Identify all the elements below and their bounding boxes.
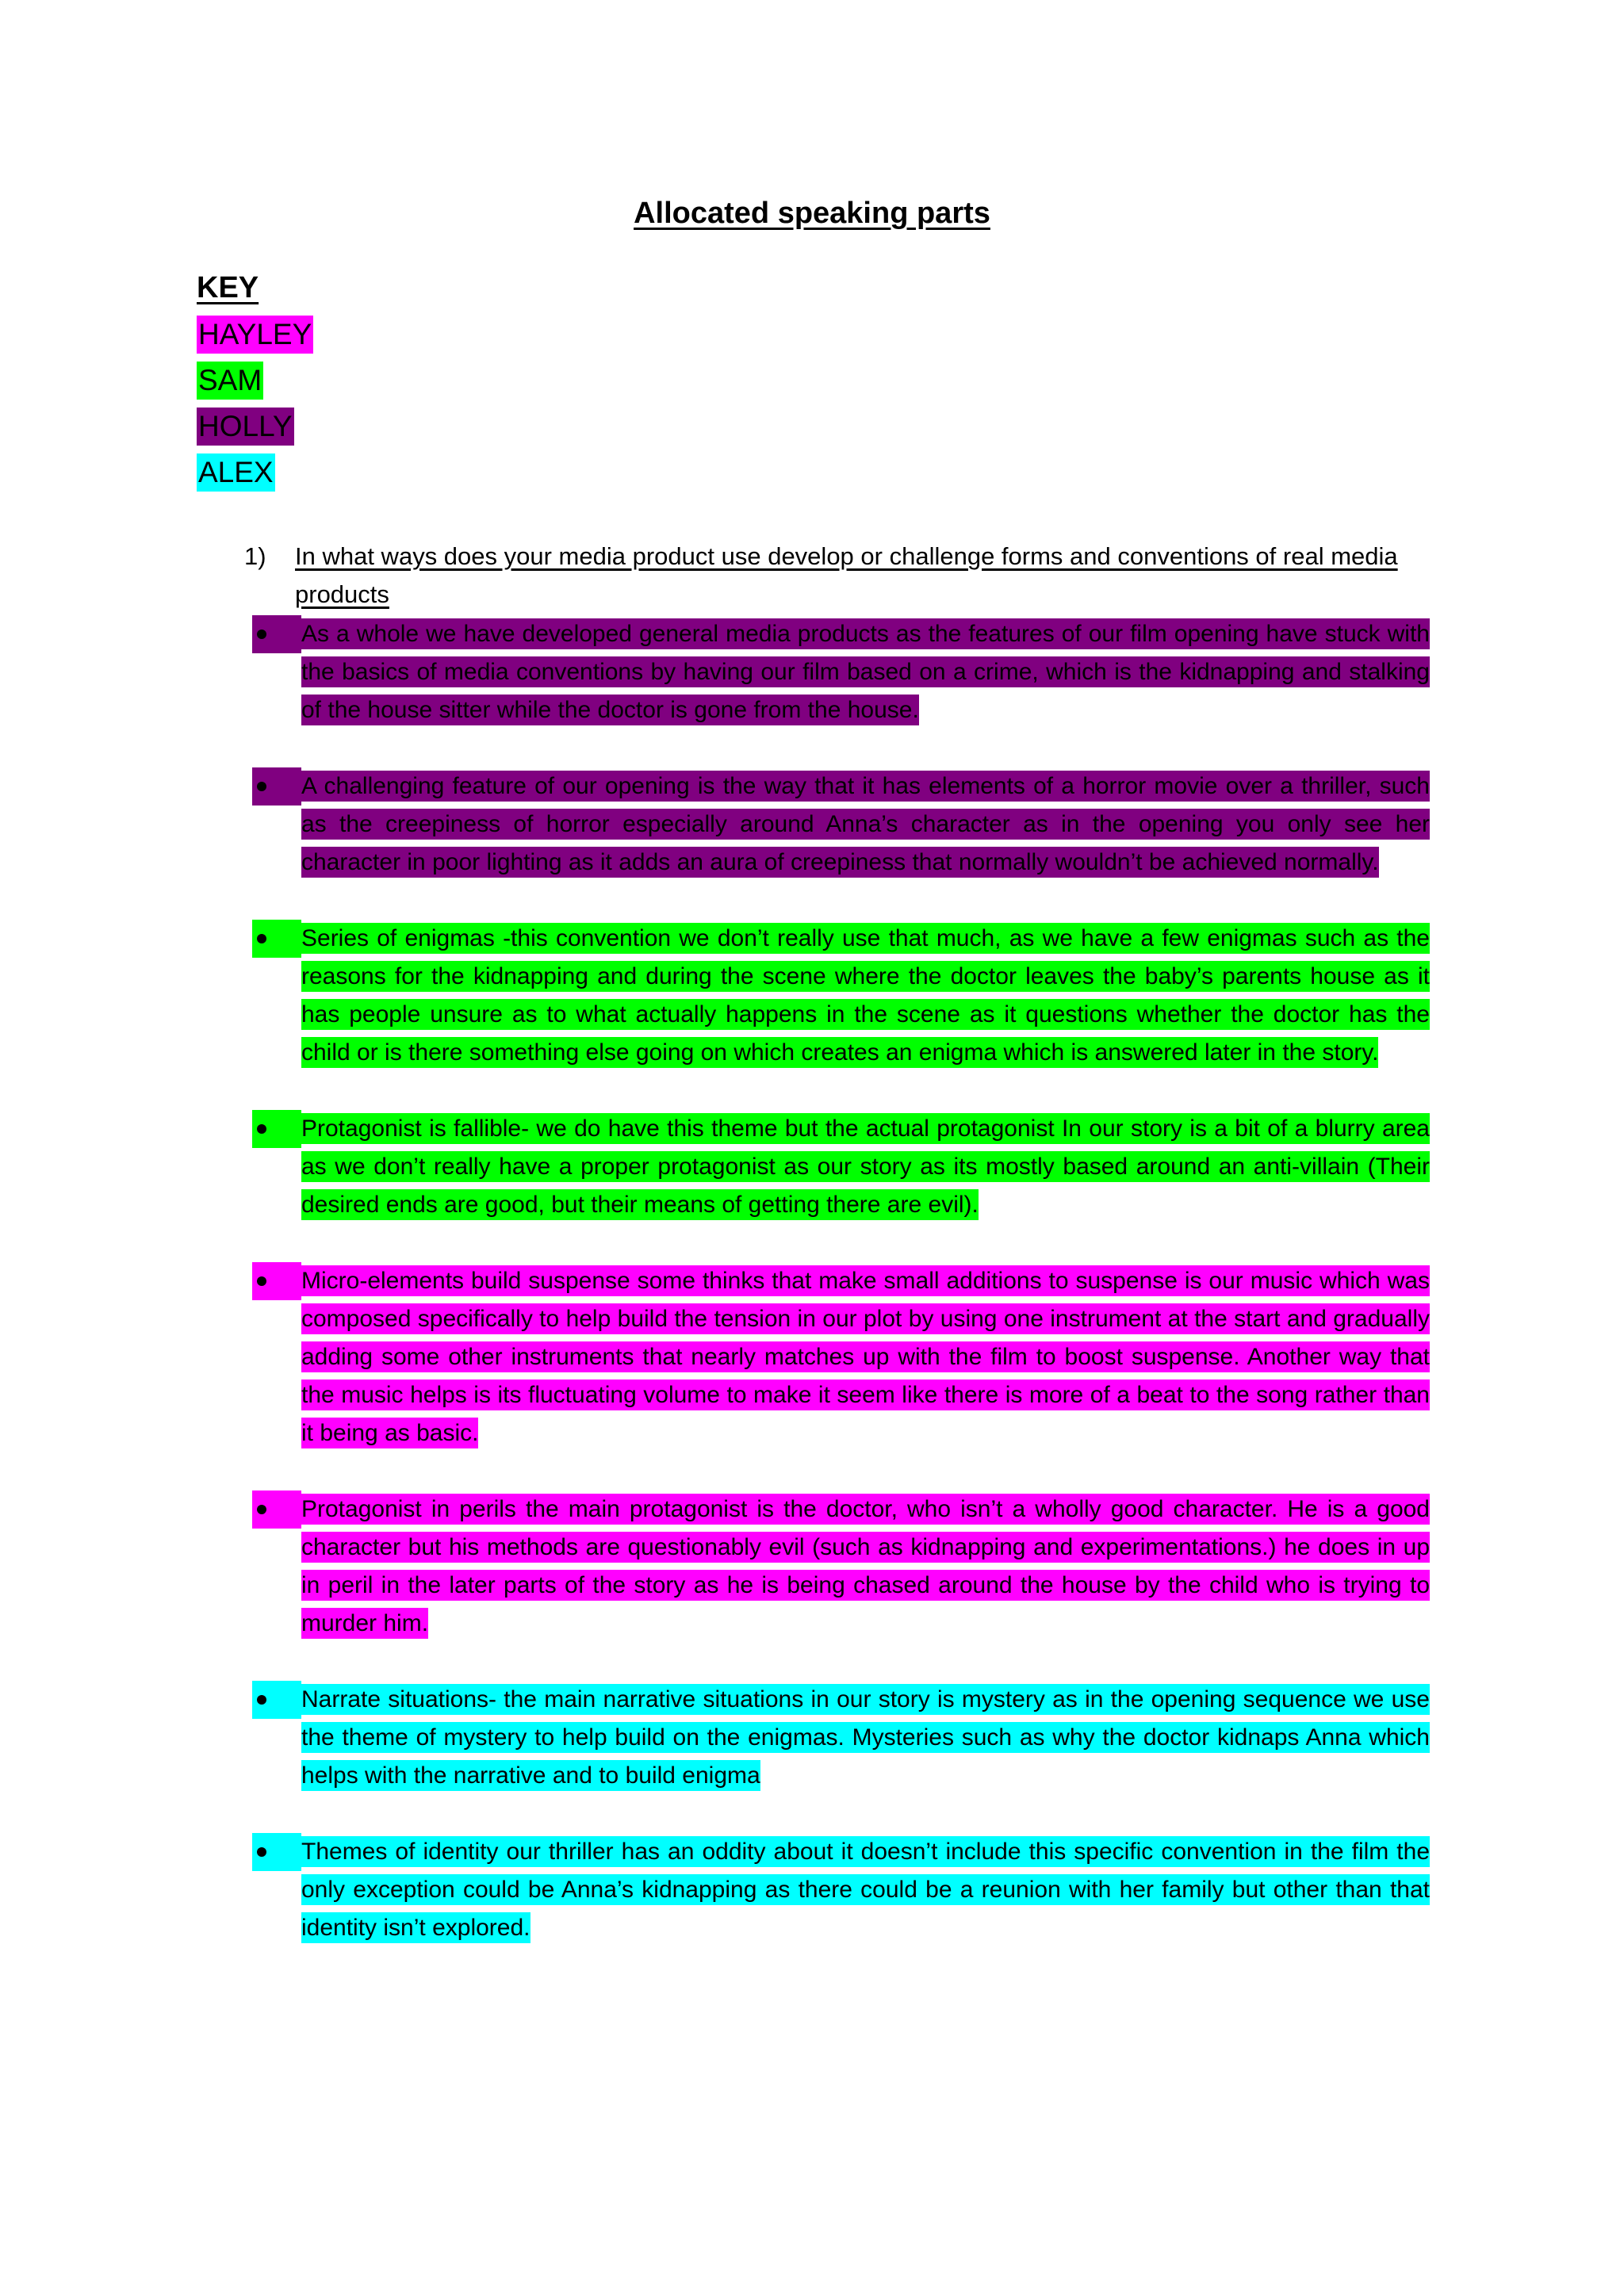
highlighted-text: Narrate situations- the main narrative situations in our story is mystery as in the opening sequence we use the theme of mystery to help build on the enigmas. Mysteries such as why the doctor kidnaps Anna which helps with the narrative and to build enigma bbox=[301, 1684, 1430, 1791]
bullet-text bbox=[301, 1262, 1430, 1452]
bullet-icon bbox=[252, 1262, 301, 1300]
key-item-sam: SAM bbox=[197, 362, 263, 400]
highlighted-text: Micro-elements build suspense some thinks that make small additions to suspense is our music which was composed specifically to help build the tension in our plot by using one instrument at the start and gradually adding some other instruments that nearly matches up with the film to boost suspense. Another way that the music helps is its fluctuating volume to make it seem like there is more of a beat to the song rather than it being as basic. bbox=[301, 1265, 1430, 1448]
list-item bbox=[252, 615, 1430, 729]
key-legend bbox=[197, 316, 313, 499]
key-item-holly: HOLLY bbox=[197, 408, 294, 446]
bullet-icon bbox=[252, 1490, 301, 1529]
bullet-text bbox=[301, 767, 1430, 882]
page-title: Allocated speaking parts bbox=[634, 197, 990, 230]
key-item-hayley: HAYLEY bbox=[197, 316, 313, 354]
highlighted-text: As a whole we have developed general media products as the features of our film opening have stuck with the basics of media conventions by having our film based on a crime, which is the kidnapping and stalking of the house sitter while the doctor is gone from the house. bbox=[301, 618, 1430, 725]
key-heading: KEY bbox=[197, 271, 259, 304]
bullet-icon bbox=[252, 1681, 301, 1719]
bullet-text bbox=[301, 1833, 1430, 1947]
highlighted-text: A challenging feature of our opening is the way that it has elements of a horror movie over a thriller, such as the creepiness of horror especially around Anna’s character as in the opening you only see her character in poor lighting as it adds an aura of creepiness that normally wouldn’t be achieved normally. bbox=[301, 771, 1430, 878]
highlighted-text: Protagonist is fallible- we do have this theme but the actual protagonist In our story is a bit of a blurry area as we don’t really have a proper protagonist as our story as its mostly based around an anti-villain (Their desired ends are good, but their means of getting there are evil). bbox=[301, 1113, 1430, 1220]
list-item bbox=[252, 1681, 1430, 1795]
bullet-text bbox=[301, 1490, 1430, 1643]
bullet-text bbox=[301, 1110, 1430, 1224]
highlighted-text: Themes of identity our thriller has an oddity about it doesn’t include this specific convention in the film the only exception could be Anna’s kidnapping as there could be a reunion with her family but other than that identity isn’t explored. bbox=[301, 1836, 1430, 1943]
highlighted-text: Protagonist in perils the main protagonist is the doctor, who isn’t a wholly good character. He is a good character but his methods are questionably evil (such as kidnapping and experimentations.) he does in up in peril in the later parts of the story as he is being chased around the house by the child who is trying to murder him. bbox=[301, 1494, 1430, 1639]
bullet-text bbox=[301, 920, 1430, 1072]
bullet-icon bbox=[252, 615, 301, 653]
bullet-icon bbox=[252, 1833, 301, 1871]
bullet-list bbox=[252, 615, 1430, 1985]
key-item-alex: ALEX bbox=[197, 453, 275, 492]
bullet-text bbox=[301, 615, 1430, 729]
bullet-icon bbox=[252, 920, 301, 958]
list-item bbox=[252, 1833, 1430, 1947]
bullet-icon bbox=[252, 1110, 301, 1148]
list-item bbox=[252, 1490, 1430, 1643]
question-text: In what ways does your media product use develop or challenge forms and conventions of real media products bbox=[295, 542, 1398, 608]
list-item bbox=[252, 1262, 1430, 1452]
list-item bbox=[252, 920, 1430, 1072]
list-item bbox=[252, 767, 1430, 882]
question bbox=[244, 538, 1430, 614]
bullet-text bbox=[301, 1681, 1430, 1795]
bullet-icon bbox=[252, 767, 301, 806]
question-number: 1) bbox=[244, 542, 266, 570]
highlighted-text: Series of enigmas -this convention we don’t really use that much, as we have a few enigmas such as the reasons for the kidnapping and during the scene where the doctor leaves the baby’s parents house as it has people unsure as to what actually happens in the scene as it questions whether the doctor has the child or is there something else going on which creates an enigma which is answered later in the story. bbox=[301, 923, 1430, 1068]
list-item bbox=[252, 1110, 1430, 1224]
